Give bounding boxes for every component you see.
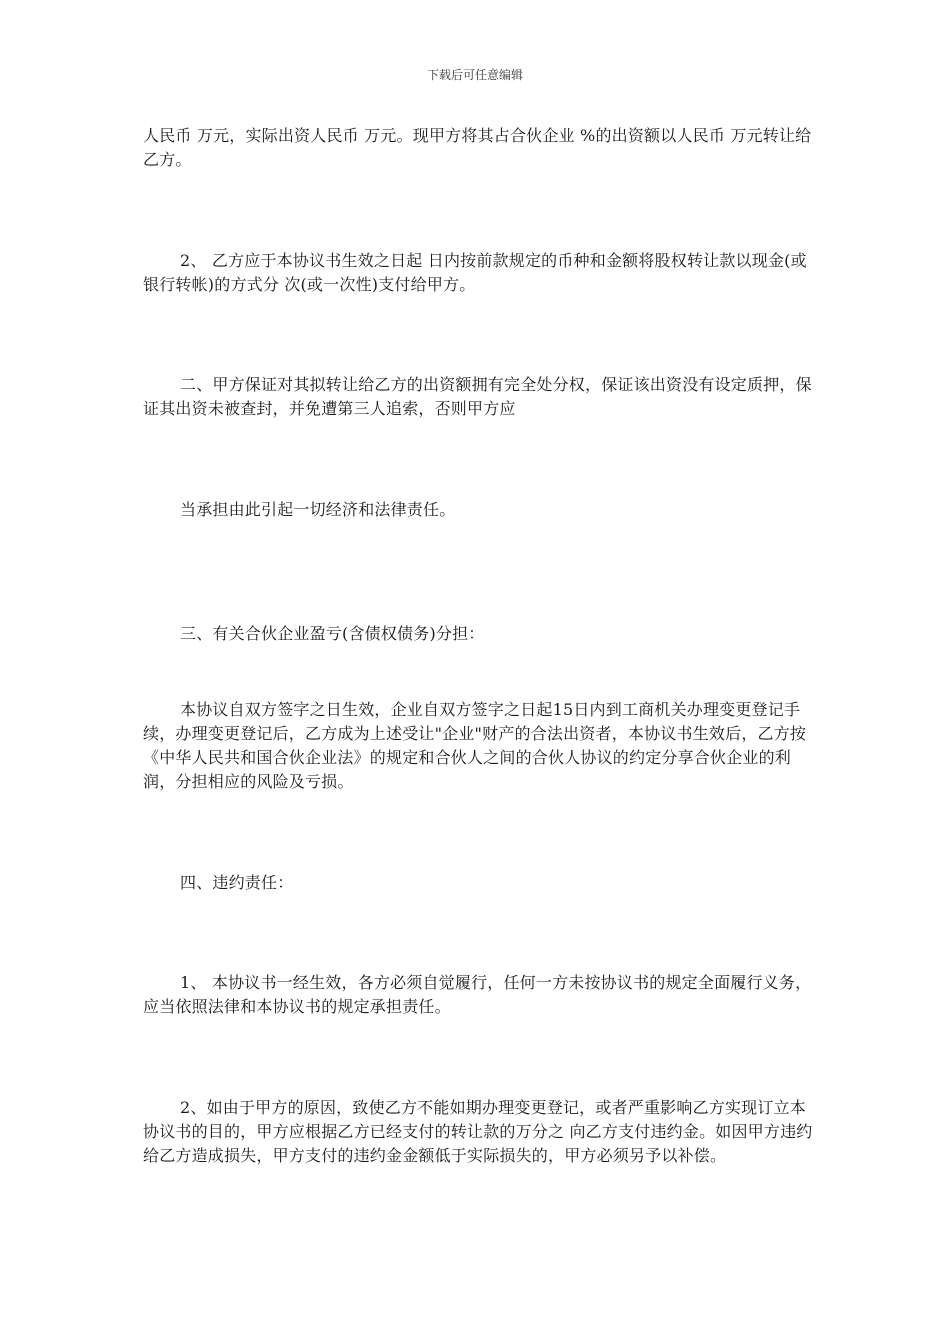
page-header: 下载后可任意编辑 bbox=[426, 68, 523, 82]
section-heading-profit-loss: 三、有关合伙企业盈亏(含债权债务)分担： bbox=[180, 624, 485, 643]
paragraph-liability: 当承担由此引起一切经济和法律责任。 bbox=[180, 500, 456, 519]
paragraph-effectiveness: 本协议自双方签字之日生效，企业自双方签字之日起15日内到工商机关办理变更登记手续，办理变更登记后，乙方成为上述受让"企业"财产的合法出资者，本协议书生效后，乙方按《中华人民共和国合伙企业法》的规定和合伙人之间的合伙人协议的约定分享合伙企业的利润，分担相应的风险及亏损。 bbox=[143, 700, 807, 791]
section-heading-breach: 四、违约责任： bbox=[180, 873, 294, 892]
paragraph-capital-transfer: 人民币 万元，实际出资人民币 万元。现甲方将其占合伙企业 %的出资额以人民币 万元转让给乙方。 bbox=[143, 126, 812, 169]
paragraph-payment-terms: 2、 乙方应于本协议书生效之日起 日内按前款规定的币种和金额将股权转让款以现金(或银行转帐)的方式分 次(或一次性)支付给甲方。 bbox=[143, 251, 807, 294]
paragraph-seller-guarantee: 二、甲方保证对其拟转让给乙方的出资额拥有完全处分权，保证该出资没有设定质押，保证其出资未被查封，并免遭第三人追索，否则甲方应 bbox=[143, 375, 812, 418]
paragraph-breach-2: 2、如由于甲方的原因，致使乙方不能如期办理变更登记，或者严重影响乙方实现订立本协议书的目的，甲方应根据乙方已经支付的转让款的万分之 向乙方支付违约金。如因甲方违约给乙方造成损失，甲方支付的违约金金额低于实际损失的，甲方必须另予以补偿。 bbox=[143, 1098, 813, 1165]
paragraph-breach-1: 1、 本协议书一经生效，各方必须自觉履行，任何一方未按协议书的规定全面履行义务，应当依照法律和本协议书的规定承担责任。 bbox=[143, 973, 812, 1016]
